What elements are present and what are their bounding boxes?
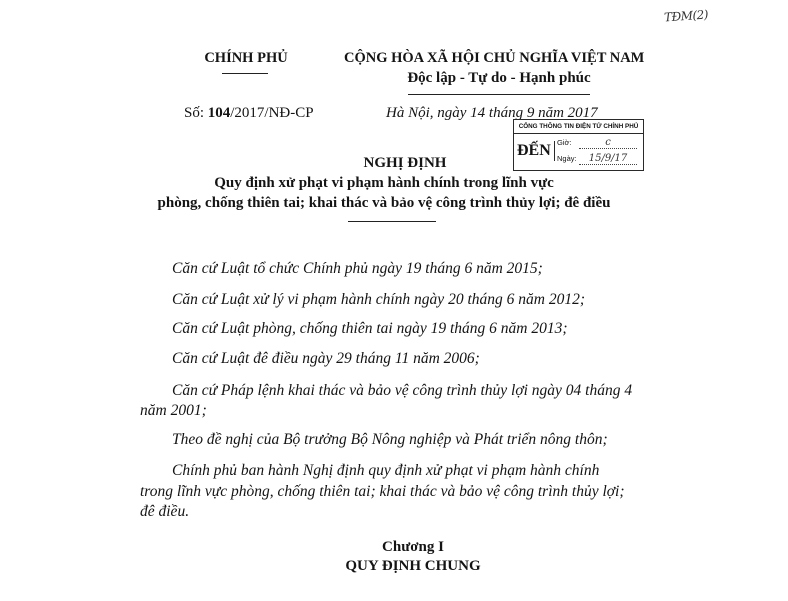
place-and-date: Hà Nội, ngày 14 tháng 9 năm 2017: [386, 105, 598, 121]
subject-line: phòng, chống thiên tai; khai thác và bảo vệ công trình thủy lợi; đê điều: [157, 195, 611, 211]
preamble-legal-basis: Căn cứ Luật tổ chức Chính phủ ngày 19 tháng 6 năm 2015;: [172, 260, 543, 277]
document-number-suffix: /2017/NĐ-CP: [230, 105, 314, 121]
preamble-enactment-continued: trong lĩnh vực phòng, chống thiên tai; khai thác và bảo vệ công trình thủy lợi;: [140, 483, 625, 500]
preamble-legal-basis: Căn cứ Luật đê điều ngày 29 tháng 11 năm 2006;: [172, 350, 480, 367]
issuer-underline: [222, 73, 268, 74]
preamble-proposal: Theo đề nghị của Bộ trưởng Bộ Nông nghiệp và Phát triển nông thôn;: [172, 431, 608, 448]
stamp-date-row: [557, 153, 637, 165]
stamp-time-row: [557, 137, 637, 149]
document-type: NGHỊ ĐỊNH: [363, 155, 447, 171]
stamp-date-value: 15/9/17: [579, 153, 637, 165]
subject-line: Quy định xử phạt vi phạm hành chính trong lĩnh vực: [214, 175, 554, 191]
preamble-enactment-continued: đê điều.: [140, 503, 190, 520]
handwritten-note: TĐM(2): [663, 7, 709, 25]
received-stamp: [513, 119, 644, 171]
stamp-time-value: c: [579, 137, 637, 149]
chapter-number: Chương I: [382, 539, 444, 555]
preamble-legal-basis: Căn cứ Pháp lệnh khai thác và bảo vệ công trình thủy lợi ngày 04 tháng 4: [172, 382, 633, 399]
preamble-legal-basis: Căn cứ Luật xử lý vi phạm hành chính ngày 20 tháng 6 năm 2012;: [172, 291, 585, 308]
motto-underline: [408, 94, 590, 95]
chapter-title: QUY ĐỊNH CHUNG: [345, 558, 481, 574]
preamble-enactment: Chính phủ ban hành Nghị định quy định xử phạt vi phạm hành chính: [172, 462, 600, 479]
preamble-legal-basis: Căn cứ Luật phòng, chống thiên tai ngày 19 tháng 6 năm 2013;: [172, 320, 568, 337]
preamble-legal-basis-continued: năm 2001;: [140, 402, 207, 419]
title-underline: [348, 221, 436, 222]
stamp-received-label: ĐẾN: [517, 141, 555, 161]
country-name: CỘNG HÒA XÃ HỘI CHỦ NGHĨA VIỆT NAM: [344, 50, 645, 66]
document-number-value: 104: [207, 105, 231, 121]
national-motto: Độc lập - Tự do - Hạnh phúc: [407, 70, 591, 86]
stamp-date-label: Ngày:: [557, 154, 577, 163]
stamp-organization: CỔNG THÔNG TIN ĐIỆN TỬ CHÍNH PHỦ: [514, 120, 643, 134]
document-number: [184, 104, 314, 122]
document-number-prefix: Số:: [184, 105, 208, 121]
issuer-name: CHÍNH PHỦ: [204, 50, 288, 66]
stamp-time-label: Giờ:: [557, 138, 572, 147]
